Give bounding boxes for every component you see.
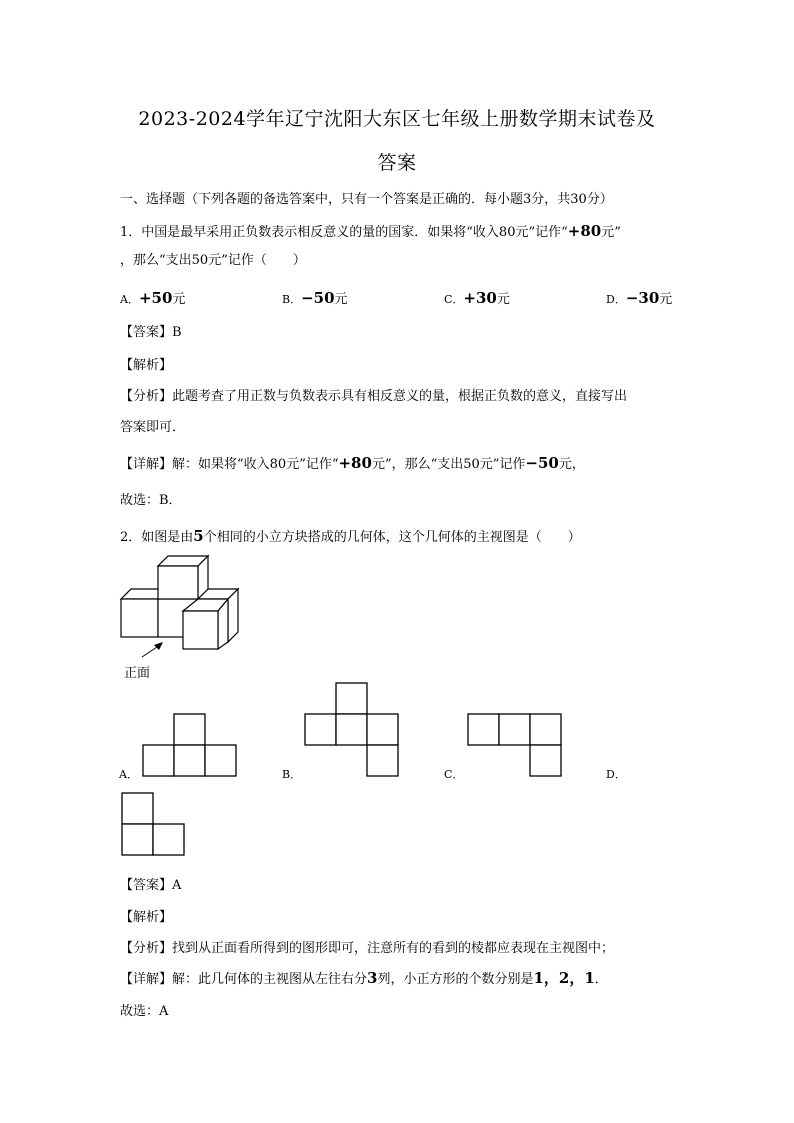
cube-stack-figure — [118, 556, 248, 666]
q2-stem-math: 5 — [193, 527, 204, 545]
q2-detail-text-c: ． — [594, 972, 608, 987]
q2-option-d-label: D． — [606, 768, 626, 781]
q1-stem-line2: ，那么“支出50元”记作（ ） — [120, 253, 306, 268]
q1-detail — [120, 453, 585, 472]
grid-square — [530, 745, 561, 776]
grid-square — [336, 683, 367, 714]
q2-option-c-label: C． — [444, 768, 464, 781]
q1-detail-text-a: 【详解】解：如果将“收入80元”记作“ — [120, 457, 339, 472]
arrow-head-icon — [154, 642, 163, 650]
q1-choose: 故选：B． — [120, 493, 182, 508]
q1-option-c — [444, 288, 510, 307]
grid-square — [122, 824, 153, 855]
option-math: +30 — [463, 289, 497, 307]
doc-title-line1: 2023-2024学年辽宁沈阳大东区七年级上册数学期末试卷及 — [138, 108, 656, 130]
q2-detail-text-a: 【详解】解：此几何体的主视图从左往右分 — [120, 972, 368, 987]
q2-detail — [120, 967, 608, 988]
option-d-figure — [122, 792, 188, 858]
q2-answer: 【答案】A — [120, 878, 182, 893]
grid-square — [174, 745, 205, 776]
grid-square — [305, 714, 336, 745]
option-letter: B． — [282, 293, 302, 306]
grid-square — [143, 745, 174, 776]
q1-analysis-head: 【解析】 — [120, 358, 173, 373]
q2-detail-math-1: 3 — [367, 969, 378, 987]
doc-title-line2: 答案 — [377, 152, 417, 174]
option-unit: 元 — [172, 292, 186, 307]
q2-detail-math-2: 1，2，1 — [533, 969, 595, 987]
cube-face — [228, 589, 238, 642]
grid-square — [122, 793, 153, 824]
q2-option-b-label: B． — [282, 768, 302, 781]
q1-detail-text-b: 元”，那么“支出50元”记作 — [371, 457, 526, 472]
grid-square — [174, 714, 205, 745]
q2-stem — [120, 526, 581, 545]
q2-choose: 故选：A — [120, 1004, 169, 1019]
q1-stem-end: 元” — [601, 225, 621, 240]
section-heading: 一、选择题（下列各题的备选答案中，只有一个答案是正确的．每小题3分，共30分） — [120, 192, 613, 207]
q2-detail-text-b: 列，小正方形的个数分别是 — [377, 972, 534, 987]
option-b-figure — [305, 683, 401, 779]
cube-face — [121, 599, 158, 637]
q2-stem-text-b: 个相同的小立方块搭成的几何体，这个几何体的主视图是（ ） — [203, 530, 581, 545]
q1-stem-math: +80 — [567, 222, 602, 240]
cube-face — [183, 611, 218, 649]
option-letter: D． — [606, 293, 626, 306]
q1-analysis-line2: 答案即可． — [120, 420, 186, 435]
grid-square — [336, 714, 367, 745]
grid-square — [468, 714, 499, 745]
option-math: −30 — [625, 289, 660, 307]
option-letter: C． — [444, 293, 464, 306]
option-unit: 元 — [659, 292, 673, 307]
q2-stem-text-a: 2．如图是由 — [120, 530, 194, 545]
grid-square — [153, 824, 184, 855]
q1-stem-line1 — [120, 221, 621, 240]
option-unit: 元 — [334, 292, 348, 307]
q1-detail-text-c: 元， — [558, 457, 585, 472]
q2-analysis-head: 【解析】 — [120, 910, 173, 925]
q1-detail-math-1: +80 — [338, 454, 372, 472]
option-letter: A． — [120, 293, 139, 306]
q1-stem-text: 1．中国是最早采用正负数表示相反意义的量的国家．如果将“收入80元”记作“ — [120, 225, 568, 240]
q1-analysis-line1: 【分析】此题考查了用正数与负数表示具有相反意义的量，根据正负数的意义，直接写出 — [120, 389, 628, 404]
grid-square — [367, 745, 398, 776]
cube-face — [158, 566, 198, 599]
option-math: −50 — [301, 289, 335, 307]
q1-detail-math-2: −50 — [525, 454, 559, 472]
grid-square — [530, 714, 561, 745]
option-math: +50 — [138, 289, 173, 307]
grid-square — [499, 714, 530, 745]
q1-option-b — [282, 288, 348, 307]
grid-square — [367, 714, 398, 745]
front-label: 正面 — [124, 666, 151, 681]
q2-analysis: 【分析】找到从正面看所得到的图形即可，注意所有的看到的棱都应表现在主视图中； — [120, 941, 615, 956]
option-a-figure — [143, 713, 239, 777]
q1-option-d — [606, 288, 672, 307]
q1-option-a — [120, 288, 185, 307]
option-unit: 元 — [496, 292, 510, 307]
q2-option-a-label: A． — [119, 768, 138, 781]
grid-square — [205, 745, 236, 776]
option-c-figure — [468, 713, 564, 777]
q1-answer: 【答案】B — [120, 325, 182, 340]
